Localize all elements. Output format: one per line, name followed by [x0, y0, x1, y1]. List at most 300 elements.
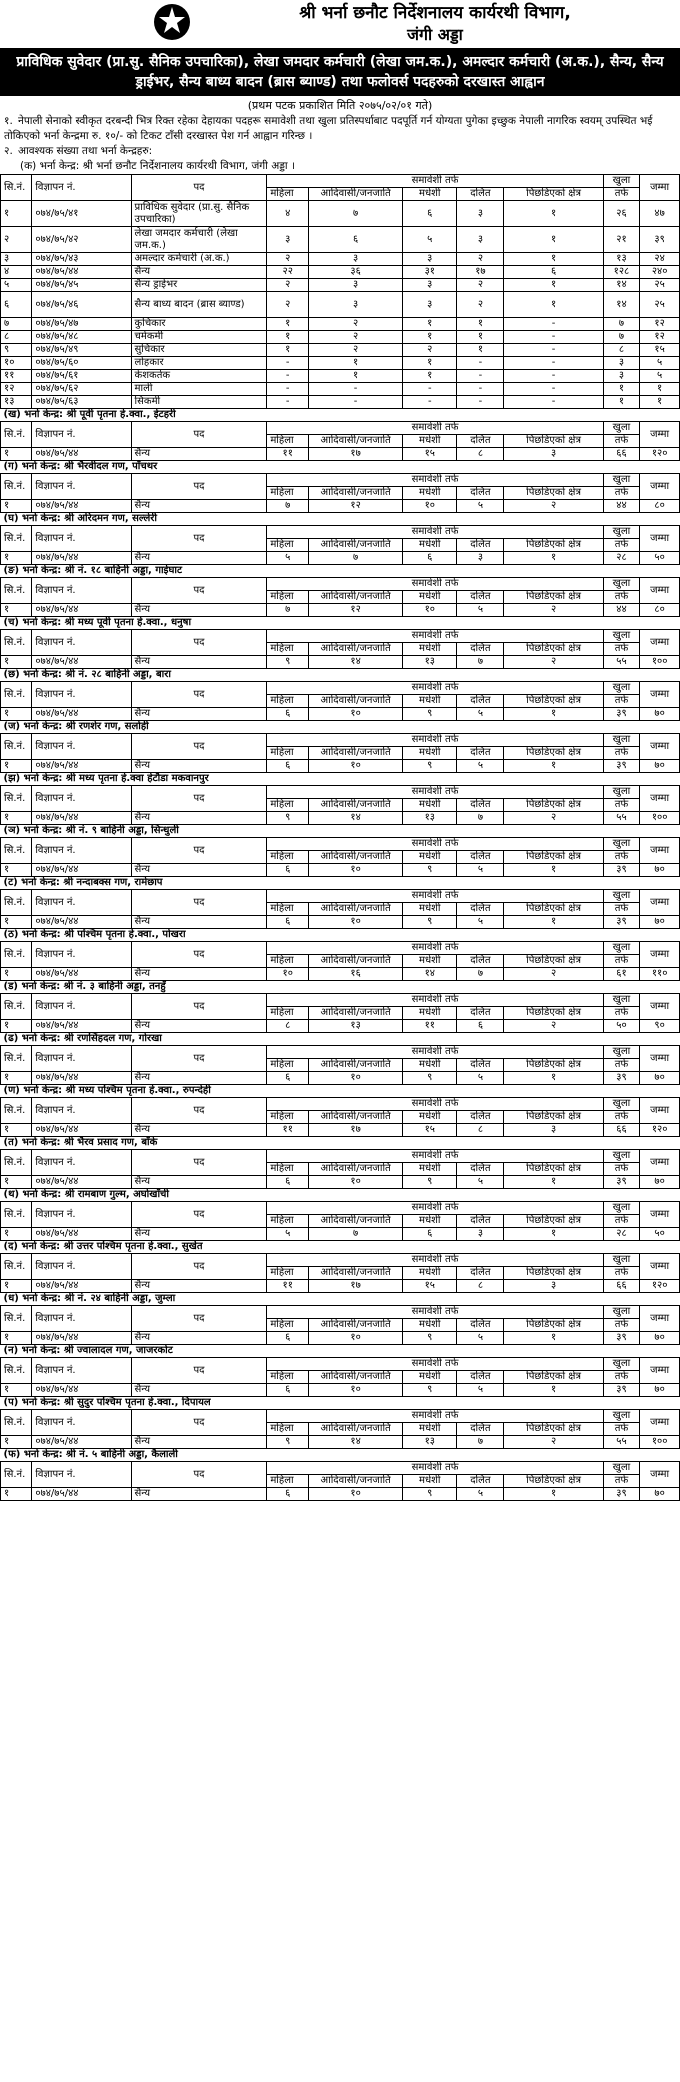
cell-post: प्राविधिक सुवेदार (प्रा.सु. सैनिक उपचारिका)	[131, 201, 267, 227]
col-dalit-header: दलित	[457, 1215, 504, 1228]
cell-total: ७०	[640, 1176, 680, 1189]
cell-dalit: ५	[457, 1176, 504, 1189]
cell-sn: १	[1, 1176, 32, 1189]
cell-total: ७०	[640, 1332, 680, 1345]
cell-adivasi: १७	[309, 1124, 403, 1137]
col-backward-header: पिछडिएको क्षेत्र	[504, 1423, 603, 1436]
col-sn-header: सि.नं.	[1, 734, 32, 760]
cell-total: ७०	[640, 760, 680, 773]
cell-madhesi: -	[403, 383, 457, 396]
table-header-row	[1, 422, 680, 435]
cell-backward: १	[504, 1488, 603, 1501]
cell-adivasi: १७	[309, 1280, 403, 1293]
col-open-header-a: खुला	[603, 526, 640, 539]
cell-adivasi: १४	[309, 656, 403, 669]
col-inclusive-header: समावेशी तर्फ	[267, 1410, 603, 1423]
col-madhesi-header: मधेशी	[403, 1267, 457, 1280]
col-total-header: जम्मा	[640, 1410, 680, 1436]
col-ad-header: विज्ञापन नं.	[32, 1254, 131, 1280]
col-sn-header: सि.नं.	[1, 175, 32, 201]
recruitment-center-label: (ड) भर्ना केन्द्र: श्री नं. ३ बाहिनी अड्डा, तनहुँ	[1, 981, 680, 994]
col-women-header: महिला	[267, 747, 309, 760]
cell-total: १००	[640, 812, 680, 825]
cell-sn: ४	[1, 266, 32, 279]
paragraph-text: नेपाली सेनाको स्वीकृत दरबन्दी भित्र रिक्त रहेका देहायका पदहरू समावेशी तथा खुला प्रतिस्पर्धाबाट पदपूर्ति गर्न योग्यता पुगेका इच्छुक नेपाली नागरिक स्वयम् उपस्थित भई तोकिएको भर्ना केन्द्रमा रु. १०/- को टिकट टाँसी दरखास्त पेश गर्न आह्वान गरिन्छ ।	[4, 115, 653, 142]
cell-dalit: ५	[457, 864, 504, 877]
col-sn-header: सि.नं.	[1, 422, 32, 448]
cell-post: सैन्य	[131, 1020, 267, 1033]
cell-madhesi: ९	[403, 1072, 457, 1085]
cell-open: ६१	[603, 968, 640, 981]
table-row	[1, 266, 680, 279]
cell-open: ४४	[603, 500, 640, 513]
cell-total: १	[640, 383, 680, 396]
cell-ad: ०७४/७५/४९	[32, 344, 131, 357]
col-backward-header: पिछडिएको क्षेत्र	[504, 747, 603, 760]
cell-post: सैन्य	[131, 812, 267, 825]
cell-open: ६६	[603, 1280, 640, 1293]
cell-backward: १	[504, 292, 603, 318]
cell-women: ६	[267, 708, 309, 721]
cell-sn: १	[1, 604, 32, 617]
cell-madhesi: -	[403, 396, 457, 409]
cell-women: ११	[267, 448, 309, 461]
col-inclusive-header: समावेशी तर्फ	[267, 890, 603, 903]
recruitment-center-label: (त) भर्ना केन्द्र: श्री भैरव प्रसाद गण, बाँके	[1, 1137, 680, 1150]
cell-backward: १	[504, 279, 603, 292]
cell-ad: ०७४/७५/४४	[32, 916, 131, 929]
cell-backward: -	[504, 318, 603, 331]
cell-dalit: -	[457, 370, 504, 383]
col-adivasi-header: आदिवासी/जनजाति	[309, 1215, 403, 1228]
cell-open: ७	[603, 318, 640, 331]
table-header-row	[1, 1306, 680, 1319]
cell-adivasi: ७	[309, 1228, 403, 1241]
table-row	[1, 1124, 680, 1137]
cell-dalit: -	[457, 357, 504, 370]
cell-total: २४	[640, 253, 680, 266]
cell-open: २६	[603, 201, 640, 227]
col-inclusive-header: समावेशी तर्फ	[267, 1098, 603, 1111]
col-inclusive-header: समावेशी तर्फ	[267, 474, 603, 487]
cell-ad: ०७४/७५/४६	[32, 292, 131, 318]
recruitment-center-label: (ज) भर्ना केन्द्र: श्री रणशेर गण, सर्लाही	[1, 721, 680, 734]
cell-post: सैन्य	[131, 1332, 267, 1345]
col-women-header: महिला	[267, 1059, 309, 1072]
cell-backward: १	[504, 1384, 603, 1397]
col-adivasi-header: आदिवासी/जनजाति	[309, 695, 403, 708]
cell-women: -	[267, 357, 309, 370]
table-row	[1, 318, 680, 331]
col-total-header: जम्मा	[640, 175, 680, 201]
col-madhesi-header: मधेशी	[403, 1319, 457, 1332]
cell-women: ८	[267, 1020, 309, 1033]
col-inclusive-header: समावेशी तर्फ	[267, 1462, 603, 1475]
col-dalit-header: दलित	[457, 643, 504, 656]
cell-backward: -	[504, 331, 603, 344]
col-sn-header: सि.नं.	[1, 630, 32, 656]
cell-backward: २	[504, 1436, 603, 1449]
cell-open: ३	[603, 357, 640, 370]
cell-sn: १	[1, 1072, 32, 1085]
document-header	[0, 0, 680, 48]
col-inclusive-header: समावेशी तर्फ	[267, 994, 603, 1007]
cell-women: ११	[267, 1280, 309, 1293]
cell-adivasi: २	[309, 331, 403, 344]
col-backward-header: पिछडिएको क्षेत्र	[504, 591, 603, 604]
col-open-header-a: खुला	[603, 630, 640, 643]
cell-post: कुचिकार	[131, 318, 267, 331]
cell-backward: ६	[504, 266, 603, 279]
cell-madhesi: २	[403, 344, 457, 357]
col-dalit-header: दलित	[457, 799, 504, 812]
col-madhesi-header: मधेशी	[403, 1163, 457, 1176]
publication-date: (प्रथम पटक प्रकाशित मिति २०७५/०२/०१ गते)	[247, 99, 433, 112]
col-adivasi-header: आदिवासी/जनजाति	[309, 1059, 403, 1072]
col-inclusive-header: समावेशी तर्फ	[267, 1150, 603, 1163]
recruitment-center-row	[1, 773, 680, 786]
cell-dalit: २	[457, 292, 504, 318]
table-header-row	[1, 1410, 680, 1423]
cell-backward: -	[504, 383, 603, 396]
cell-women: १	[267, 331, 309, 344]
col-open-header-b: तर्फ	[603, 1423, 640, 1436]
col-post-header: पद	[131, 175, 267, 201]
recruitment-center-row	[1, 409, 680, 422]
cell-post: सैन्य	[131, 916, 267, 929]
cell-open: १२८	[603, 266, 640, 279]
table-row	[1, 1488, 680, 1501]
cell-madhesi: १	[403, 331, 457, 344]
recruitment-center-row	[1, 617, 680, 630]
table-header-row	[1, 1358, 680, 1371]
col-adivasi-header: आदिवासी/जनजाति	[309, 539, 403, 552]
col-dalit-header: दलित	[457, 1111, 504, 1124]
cell-backward: ३	[504, 1124, 603, 1137]
table-header-row	[1, 994, 680, 1007]
col-madhesi-header: मधेशी	[403, 1371, 457, 1384]
col-sn-header: सि.नं.	[1, 1358, 32, 1384]
cell-dalit: ५	[457, 604, 504, 617]
col-open-header-a: खुला	[603, 682, 640, 695]
col-open-header-b: तर्फ	[603, 487, 640, 500]
col-ad-header: विज्ञापन नं.	[32, 1150, 131, 1176]
col-open-header-a: खुला	[603, 1358, 640, 1371]
cell-total: ८०	[640, 500, 680, 513]
recruitment-center-row	[1, 877, 680, 890]
table-row	[1, 1332, 680, 1345]
table-header-row	[1, 734, 680, 747]
cell-total: ७०	[640, 1072, 680, 1085]
cell-women: ६	[267, 864, 309, 877]
col-sn-header: सि.नं.	[1, 1046, 32, 1072]
cell-sn: १	[1, 1124, 32, 1137]
col-inclusive-header: समावेशी तर्फ	[267, 526, 603, 539]
table-header-row	[1, 838, 680, 851]
col-inclusive-header: समावेशी तर्फ	[267, 942, 603, 955]
cell-sn: १३	[1, 396, 32, 409]
col-adivasi-header: आदिवासी/जनजाति	[309, 747, 403, 760]
col-adivasi-header: आदिवासी/जनजाति	[309, 903, 403, 916]
cell-ad: ०७४/७५/६२	[32, 383, 131, 396]
cell-women: -	[267, 383, 309, 396]
cell-adivasi: १	[309, 370, 403, 383]
paragraph-number: १.	[4, 115, 13, 127]
col-madhesi-header: मधेशी	[403, 591, 457, 604]
cell-total: ५	[640, 357, 680, 370]
cell-sn: ११	[1, 370, 32, 383]
cell-open: ३९	[603, 1488, 640, 1501]
recruitment-center-label: (ध) भर्ना केन्द्र: श्री नं. २४ बाहिनी अड्डा, जुम्ला	[1, 1293, 680, 1306]
cell-sn: १	[1, 916, 32, 929]
col-open-header-a: खुला	[603, 422, 640, 435]
cell-adivasi: ३६	[309, 266, 403, 279]
cell-open: ३९	[603, 1176, 640, 1189]
table-row	[1, 370, 680, 383]
cell-madhesi: ९	[403, 916, 457, 929]
col-open-header-b: तर्फ	[603, 1059, 640, 1072]
notice-paragraphs	[0, 114, 680, 159]
col-post-header: पद	[131, 578, 267, 604]
cell-dalit: ५	[457, 1072, 504, 1085]
recruitment-center-row	[1, 825, 680, 838]
cell-women: ७	[267, 500, 309, 513]
col-post-header: पद	[131, 1410, 267, 1436]
col-open-header-a: खुला	[603, 1098, 640, 1111]
cell-dalit: ३	[457, 227, 504, 253]
cell-total: ३९	[640, 227, 680, 253]
col-open-header-b: तर्फ	[603, 188, 640, 201]
cell-sn: १	[1, 812, 32, 825]
cell-total: ५०	[640, 552, 680, 565]
cell-total: १२०	[640, 1124, 680, 1137]
col-total-header: जम्मा	[640, 526, 680, 552]
recruitment-center-label: (ठ) भर्ना केन्द्र: श्री पश्चिम पृतना हे.क्वा., पोखरा	[1, 929, 680, 942]
cell-adivasi: १२	[309, 604, 403, 617]
col-post-header: पद	[131, 1254, 267, 1280]
col-post-header: पद	[131, 474, 267, 500]
cell-madhesi: ९	[403, 1384, 457, 1397]
col-total-header: जम्मा	[640, 890, 680, 916]
cell-post: माली	[131, 383, 267, 396]
cell-open: ३९	[603, 708, 640, 721]
col-backward-header: पिछडिएको क्षेत्र	[504, 955, 603, 968]
cell-post: सिकर्मी	[131, 396, 267, 409]
notice-banner: प्राविधिक सुवेदार (प्रा.सु. सैनिक उपचारिका), लेखा जमदार कर्मचारी (लेखा जम.क.), अमल्दार कर्मचारी (अ.क.), सैन्य, सैन्य ड्राईभर, सैन्य बाध्य बादन (ब्रास ब्याण्ड) तथा फलोवर्स पदहरुको दरखास्त आह्वान	[0, 48, 680, 96]
cell-total: ५०	[640, 1228, 680, 1241]
cell-open: ८	[603, 344, 640, 357]
cell-ad: ०७४/७५/४४	[32, 708, 131, 721]
col-madhesi-header: मधेशी	[403, 1059, 457, 1072]
cell-dalit: ५	[457, 916, 504, 929]
col-adivasi-header: आदिवासी/जनजाति	[309, 1267, 403, 1280]
cell-post: सैन्य	[131, 448, 267, 461]
cell-madhesi: ९	[403, 864, 457, 877]
col-total-header: जम्मा	[640, 1098, 680, 1124]
table-row	[1, 500, 680, 513]
cell-post: सैन्य बाध्य बादन (ब्रास ब्याण्ड)	[131, 292, 267, 318]
cell-total: २५	[640, 292, 680, 318]
col-backward-header: पिछडिएको क्षेत्र	[504, 1111, 603, 1124]
cell-dalit: ५	[457, 1488, 504, 1501]
col-dalit-header: दलित	[457, 903, 504, 916]
table-row	[1, 760, 680, 773]
col-adivasi-header: आदिवासी/जनजाति	[309, 799, 403, 812]
col-post-header: पद	[131, 1150, 267, 1176]
col-backward-header: पिछडिएको क्षेत्र	[504, 1267, 603, 1280]
cell-post: सुचिकार	[131, 344, 267, 357]
cell-dalit: ५	[457, 760, 504, 773]
cell-backward: १	[504, 708, 603, 721]
col-adivasi-header: आदिवासी/जनजाति	[309, 851, 403, 864]
col-open-header-a: खुला	[603, 1254, 640, 1267]
table-row	[1, 383, 680, 396]
recruitment-center-label: (झ) भर्ना केन्द्र: श्री मध्य पृतना हे.क्वा हेटौडा मकवानपुर	[1, 773, 680, 786]
col-total-header: जम्मा	[640, 1462, 680, 1488]
col-ad-header: विज्ञापन नं.	[32, 890, 131, 916]
col-open-header-b: तर्फ	[603, 851, 640, 864]
cell-adivasi: १३	[309, 1020, 403, 1033]
table-row	[1, 396, 680, 409]
cell-adivasi: २	[309, 318, 403, 331]
cell-backward: २	[504, 1020, 603, 1033]
cell-madhesi: १	[403, 318, 457, 331]
col-dalit-header: दलित	[457, 747, 504, 760]
col-backward-header: पिछडिएको क्षेत्र	[504, 487, 603, 500]
table-row	[1, 708, 680, 721]
col-madhesi-header: मधेशी	[403, 1111, 457, 1124]
cell-ad: ०७४/७५/४४	[32, 500, 131, 513]
cell-dalit: ३	[457, 552, 504, 565]
cell-backward: -	[504, 370, 603, 383]
cell-post: सैन्य	[131, 1384, 267, 1397]
cell-ad: ०७४/७५/६३	[32, 396, 131, 409]
col-open-header-a: खुला	[603, 734, 640, 747]
col-women-header: महिला	[267, 643, 309, 656]
cell-ad: ०७४/७५/४४	[32, 1436, 131, 1449]
recruitment-center-row	[1, 565, 680, 578]
table-header-row	[1, 1046, 680, 1059]
cell-backward: २	[504, 656, 603, 669]
cell-women: २	[267, 292, 309, 318]
cell-backward: २	[504, 604, 603, 617]
col-open-header-a: खुला	[603, 175, 640, 188]
cell-dalit: ७	[457, 968, 504, 981]
table-row	[1, 812, 680, 825]
col-backward-header: पिछडिएको क्षेत्र	[504, 1007, 603, 1020]
cell-ad: ०७४/७५/६०	[32, 357, 131, 370]
col-ad-header: विज्ञापन नं.	[32, 1462, 131, 1488]
cell-total: १००	[640, 656, 680, 669]
recruitment-center-label: (ख) भर्ना केन्द्र: श्री पूर्वी पृतना हे.क्वा., ईटहरी	[1, 409, 680, 422]
table-header-row	[1, 175, 680, 188]
col-post-header: पद	[131, 682, 267, 708]
col-madhesi-header: मधेशी	[403, 1215, 457, 1228]
cell-post: सैन्य	[131, 760, 267, 773]
table-header-row	[1, 786, 680, 799]
cell-backward: ३	[504, 448, 603, 461]
cell-backward: १	[504, 916, 603, 929]
cell-total: ९०	[640, 1020, 680, 1033]
col-inclusive-header: समावेशी तर्फ	[267, 682, 603, 695]
col-inclusive-header: समावेशी तर्फ	[267, 1254, 603, 1267]
cell-women: २२	[267, 266, 309, 279]
cell-dalit: ५	[457, 1332, 504, 1345]
cell-women: ३	[267, 227, 309, 253]
cell-madhesi: १३	[403, 1436, 457, 1449]
cell-sn: १	[1, 708, 32, 721]
table-header-row	[1, 578, 680, 591]
col-ad-header: विज्ञापन नं.	[32, 1410, 131, 1436]
cell-backward: १	[504, 1176, 603, 1189]
table-header-row	[1, 942, 680, 955]
cell-open: १३	[603, 253, 640, 266]
cell-madhesi: १	[403, 370, 457, 383]
col-ad-header: विज्ञापन नं.	[32, 994, 131, 1020]
col-open-header-a: खुला	[603, 1046, 640, 1059]
col-open-header-b: तर्फ	[603, 1267, 640, 1280]
cell-ad: ०७४/७५/४८	[32, 331, 131, 344]
cell-backward: १	[504, 227, 603, 253]
cell-open: ३९	[603, 864, 640, 877]
col-women-header: महिला	[267, 1007, 309, 1020]
cell-backward: -	[504, 357, 603, 370]
recruitment-center-label: (ग) भर्ना केन्द्र: श्री भैरवीदल गण, पाँचथर	[1, 461, 680, 474]
recruitment-center-row	[1, 1449, 680, 1462]
cell-madhesi: १३	[403, 812, 457, 825]
col-dalit-header: दलित	[457, 539, 504, 552]
cell-women: ६	[267, 916, 309, 929]
cell-backward: १	[504, 1072, 603, 1085]
table-row	[1, 1020, 680, 1033]
col-open-header-b: तर्फ	[603, 799, 640, 812]
cell-post: चर्मकर्मी	[131, 331, 267, 344]
cell-adivasi: ७	[309, 552, 403, 565]
cell-total: ७०	[640, 1488, 680, 1501]
cell-adivasi: १२	[309, 500, 403, 513]
cell-post: सैन्य	[131, 656, 267, 669]
cell-madhesi: ९	[403, 760, 457, 773]
cell-madhesi: ६	[403, 201, 457, 227]
cell-total: ७०	[640, 916, 680, 929]
col-open-header-b: तर्फ	[603, 1215, 640, 1228]
col-post-header: पद	[131, 1202, 267, 1228]
cell-madhesi: ११	[403, 1020, 457, 1033]
col-inclusive-header: समावेशी तर्फ	[267, 734, 603, 747]
cell-post: केशकर्तक	[131, 370, 267, 383]
col-total-header: जम्मा	[640, 942, 680, 968]
col-inclusive-header: समावेशी तर्फ	[267, 578, 603, 591]
col-open-header-b: तर्फ	[603, 1163, 640, 1176]
cell-open: १४	[603, 279, 640, 292]
cell-women: -	[267, 370, 309, 383]
cell-women: १	[267, 318, 309, 331]
recruitment-center-label: (छ) भर्ना केन्द्र: श्री नं. २८ बाहिनी अड्डा, बारा	[1, 669, 680, 682]
cell-open: २८	[603, 552, 640, 565]
table-row	[1, 253, 680, 266]
col-total-header: जम्मा	[640, 1358, 680, 1384]
col-backward-header: पिछडिएको क्षेत्र	[504, 1059, 603, 1072]
office-title: श्री भर्ना छनौट निर्देशनालय कार्यरथी विभाग,	[299, 3, 571, 23]
cell-ad: ०७४/७५/४४	[32, 604, 131, 617]
cell-dalit: ६	[457, 1020, 504, 1033]
cell-women: १	[267, 344, 309, 357]
table-row	[1, 331, 680, 344]
col-sn-header: सि.नं.	[1, 1462, 32, 1488]
col-total-header: जम्मा	[640, 630, 680, 656]
col-women-header: महिला	[267, 955, 309, 968]
col-total-header: जम्मा	[640, 838, 680, 864]
